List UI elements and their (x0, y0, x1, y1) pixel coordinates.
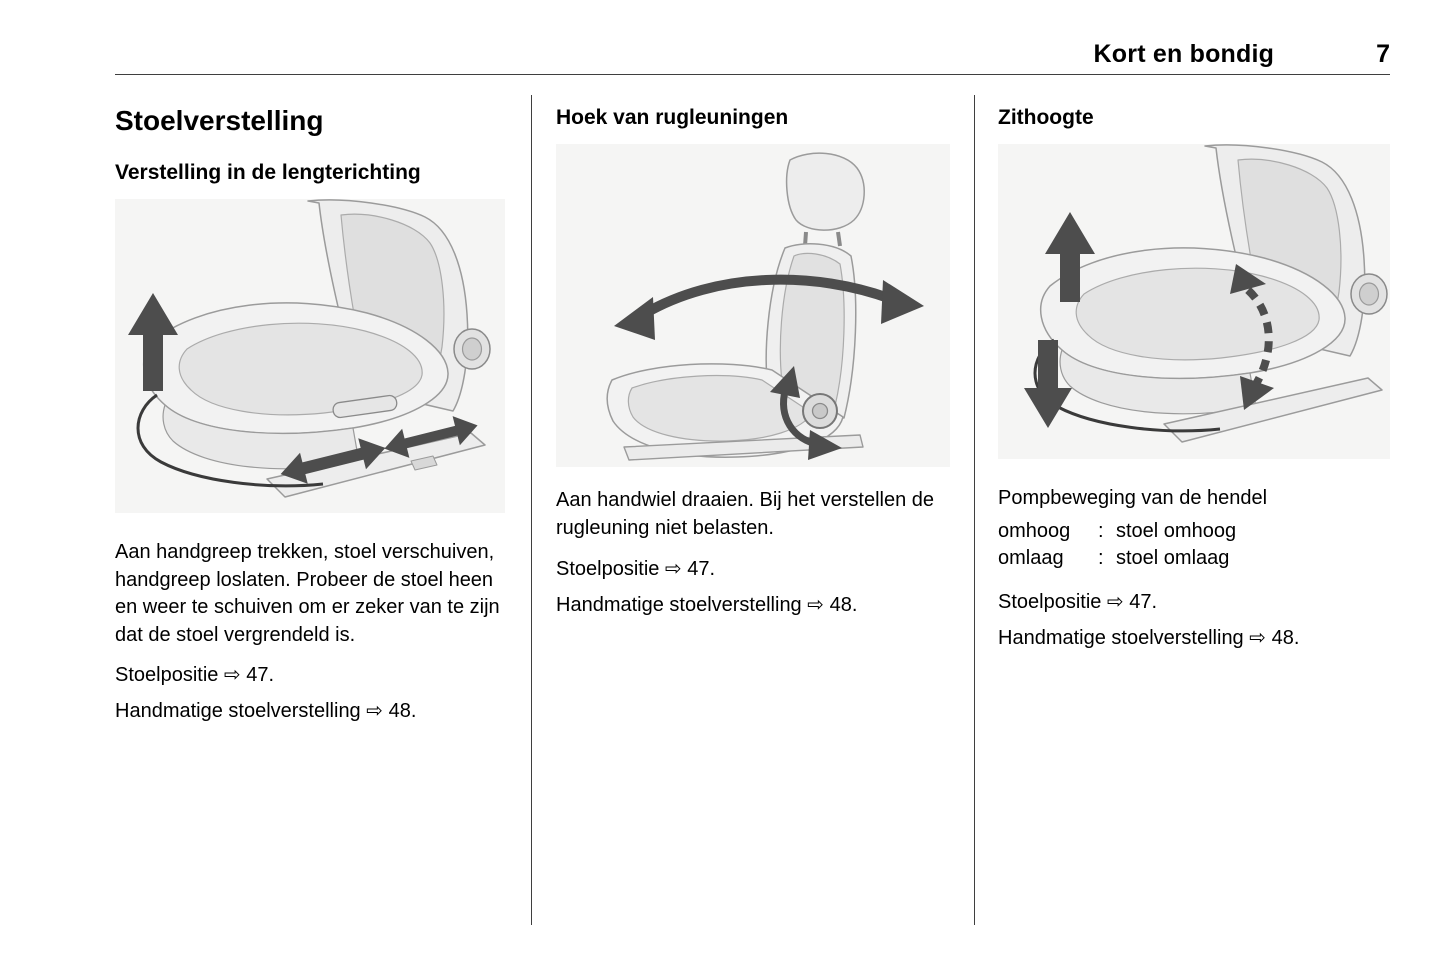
reference-label: Handmatige stoelverstelling (115, 700, 361, 723)
headrest (787, 153, 865, 230)
column-divider (505, 95, 556, 925)
seat-longitudinal-illustration (115, 199, 505, 513)
page-reference (115, 698, 505, 725)
page-reference-arrow-icon: ⇨ (223, 664, 241, 687)
colon-separator: : (1098, 547, 1104, 570)
page-reference-arrow-icon: ⇨ (807, 594, 825, 617)
reference-label: Handmatige stoelverstelling (998, 627, 1244, 650)
reference-label: Stoelpositie (556, 558, 660, 581)
column-divider (950, 95, 998, 925)
instruction-text: Aan handwiel draaien. Bij het verstellen de rugleuning niet belasten. (556, 489, 935, 539)
reference-page: 48. (829, 594, 858, 617)
seat-height-illustration (998, 144, 1390, 459)
section-title: Stoelverstelling (115, 105, 324, 136)
direction-term: omlaag (998, 547, 1064, 570)
reference-page: 48. (388, 700, 417, 723)
handwheel-center (813, 404, 828, 419)
page-reference-arrow-icon: ⇨ (366, 700, 384, 723)
chapter-title: Kort en bondig (1093, 40, 1275, 68)
recline-knob-center (463, 338, 482, 360)
list-item-down (998, 545, 1390, 572)
instruction-text: Aan handgreep trekken, stoel verschuiven, handgreep loslaten. Probeer de stoel heen en weer te schuiven om er zeker van te zijn dat de stoel vergrendeld is. (115, 541, 500, 646)
page-reference (115, 662, 505, 689)
direction-desc: stoel omlaag (1116, 547, 1230, 570)
column-seat-height (998, 95, 1390, 925)
pump-intro-text: Pompbeweging van de hendel (998, 487, 1268, 510)
seat-height-svg (998, 144, 1390, 459)
list-item-up (998, 518, 1390, 545)
reference-label: Stoelpositie (998, 591, 1102, 614)
column-longitudinal-adjustment (115, 95, 505, 925)
reference-label: Handmatige stoelverstelling (556, 594, 802, 617)
page-header (115, 40, 1390, 69)
seat-backrest-svg (556, 144, 950, 467)
page-reference-arrow-icon: ⇨ (1106, 591, 1124, 614)
seat-backrest-angle-illustration (556, 144, 950, 467)
reference-page: 48. (1271, 627, 1300, 650)
content-columns (115, 95, 1390, 925)
subsection-title-backrest: Hoek van rugleuningen (556, 106, 789, 129)
column-backrest-angle (556, 95, 950, 925)
subsection-title-height: Zithoogte (998, 106, 1094, 129)
page-reference-arrow-icon: ⇨ (1249, 627, 1267, 650)
colon-separator: : (1098, 520, 1104, 543)
direction-desc: stoel omhoog (1116, 520, 1237, 543)
page-number: 7 (1376, 40, 1390, 68)
recline-knob-center (1360, 283, 1379, 305)
reference-label: Stoelpositie (115, 664, 219, 687)
page-reference (556, 556, 950, 583)
page-reference (998, 589, 1390, 616)
reference-page: 47. (687, 558, 716, 581)
header-rule (115, 74, 1390, 75)
page-reference-arrow-icon: ⇨ (664, 558, 682, 581)
subsection-title-longitudinal: Verstelling in de lengterichting (115, 161, 421, 185)
reference-page: 47. (1129, 591, 1158, 614)
page-reference (998, 625, 1390, 652)
seat-longitudinal-svg (115, 199, 505, 513)
direction-term: omhoog (998, 520, 1071, 543)
pump-direction-list (998, 518, 1390, 572)
page-reference (556, 592, 950, 619)
reference-page: 47. (246, 664, 275, 687)
